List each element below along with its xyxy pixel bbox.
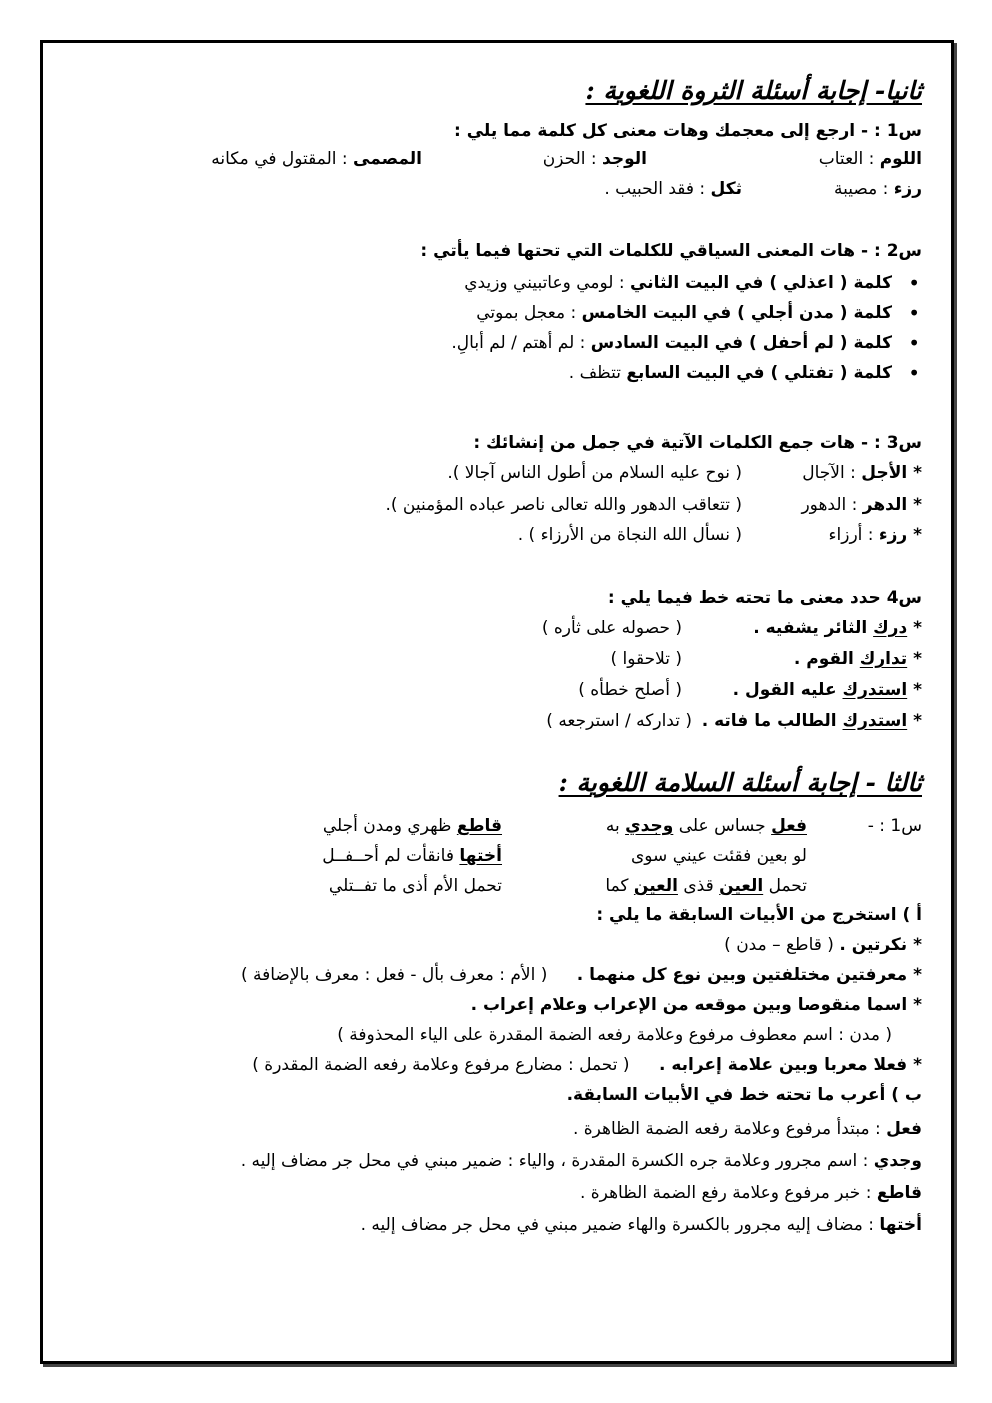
q1-item: المصمى : المقتول في مكانه: [211, 149, 422, 169]
q3-item: * رزء : أرزاء: [828, 525, 922, 545]
parsing-item: فعل : مبتدأ مرفوع وعلامة رفعه الضمة الظاهرة .: [572, 1119, 922, 1139]
q3-item: * الأجل : الآجال: [802, 463, 922, 483]
part-a-answer: ( مدن : اسم معطوف مرفوع وعلامة رفعه الضمة المقدرة على الياء المحذوفة ): [337, 1025, 892, 1045]
part-b-title: ب ) أعرب ما تحته خط في الأبيات السابقة.: [566, 1085, 922, 1105]
q2-item: • كلمة ( مدن أجلي ) في البيت الخامس : معجل بموتي: [476, 300, 892, 326]
q1-item: رزء : مصيبة: [833, 179, 922, 199]
section-title-linguistic-correctness: ثالثا - إجابة أسئلة السلامة اللغوية :: [558, 768, 922, 797]
poem-verse-3a: تحمل العين قذى العين كما: [605, 876, 807, 896]
q4-meaning: ( حصوله على ثأره ): [541, 618, 682, 638]
part-a-item: * معرفتين مختلفتين وبين نوع كل منهما . ( الأم : معرف بأل - فعل : معرف بالإضافة ): [240, 965, 922, 985]
q2-title: س2 : - هات المعنى السياقي للكلمات التي تحتها فيما يأتي :: [420, 241, 922, 261]
q4-meaning: ( تداركه / استرجعه ): [546, 711, 692, 731]
q1-title: س1 : - ارجع إلى معجمك وهات معنى كل كلمة مما يلي :: [454, 121, 922, 141]
q4-title: س4 حدد معنى ما تحته خط فيما يلي :: [607, 588, 922, 608]
q4-item: * استدرك الطالب ما فاته .: [701, 711, 922, 731]
q3-sentence: ( نسأل الله النجاة من الأرزاء ) .: [517, 525, 742, 545]
q4-item: * تدارك القوم .: [793, 649, 922, 669]
poem-verse-1b: قاطع ظهري ومدن أجلي: [322, 816, 502, 836]
q1-item: ثكل : فقد الحبيب .: [604, 179, 742, 199]
poem-verse-1a: فعل جساس على وجدي به: [605, 816, 807, 836]
q2-item: • كلمة ( اعذلي ) في البيت الثاني : لومي وعاتبيني وزيدي: [464, 270, 892, 296]
part-a-title: أ ) استخرج من الأبيات السابقة ما يلي :: [596, 905, 922, 925]
part-a-item: * اسما منقوصا وبين موقعه من الإعراب وعلام إعراب .: [470, 995, 922, 1015]
poem-verse-3b: تحمل الأم أذى ما تفــتلي: [328, 876, 502, 896]
q4-item: * درك الثائر يشفيه .: [753, 618, 922, 638]
parsing-item: وجدي : اسم مجرور وعلامة جره الكسرة المقدرة ، والياء : ضمير مبني في محل جر مضاف إليه .: [240, 1151, 922, 1171]
poem-verse-2a: لو بعين فقئت عيني سوى: [630, 846, 807, 866]
poem-label: س1 : -: [867, 816, 922, 836]
q1-item: اللوم : العتاب: [818, 149, 922, 169]
part-a-item: * فعلا معربا وبين علامة إعرابه . ( تحمل : مضارع مرفوع وعلامة رفعه الضمة المقدرة ): [252, 1055, 922, 1075]
q3-title: س3 : - هات جمع الكلمات الآتية في جمل من إنشائك :: [473, 433, 922, 453]
q4-item: * استدرك عليه القول .: [732, 680, 922, 700]
parsing-item: أختها : مضاف إليه مجرور بالكسرة والهاء ضمير مبني في محل جر مضاف إليه .: [360, 1215, 922, 1235]
part-a-item: * نكرتين . ( قاطع – مدن ): [724, 935, 922, 955]
q3-item: * الدهر : الدهور: [801, 495, 922, 515]
parsing-item: قاطع : خبر مرفوع وعلامة رفع الضمة الظاهرة .: [579, 1183, 922, 1203]
q2-item: • كلمة ( لم أحفل ) في البيت السادس : لم أهتم / لم أبالِ.: [451, 330, 892, 356]
q2-item: • كلمة ( تفتلي ) في البيت السابع تتظف .: [569, 360, 892, 386]
q4-meaning: ( أصلح خطأه ): [578, 680, 682, 700]
q4-meaning: ( تلاحقوا ): [610, 649, 682, 669]
q1-item: الوجد : الحزن: [542, 149, 647, 169]
q3-sentence: ( نوح عليه السلام من أطول الناس آجالا ).: [447, 463, 742, 483]
poem-verse-2b: أختها فانقأت لم أحــفــل: [322, 846, 502, 866]
section-title-lexical-wealth: ثانيا- إجابة أسئلة الثروة اللغوية :: [585, 76, 922, 105]
q3-sentence: ( تتعاقب الدهور والله تعالى ناصر عباده المؤمنين ).: [385, 495, 742, 515]
